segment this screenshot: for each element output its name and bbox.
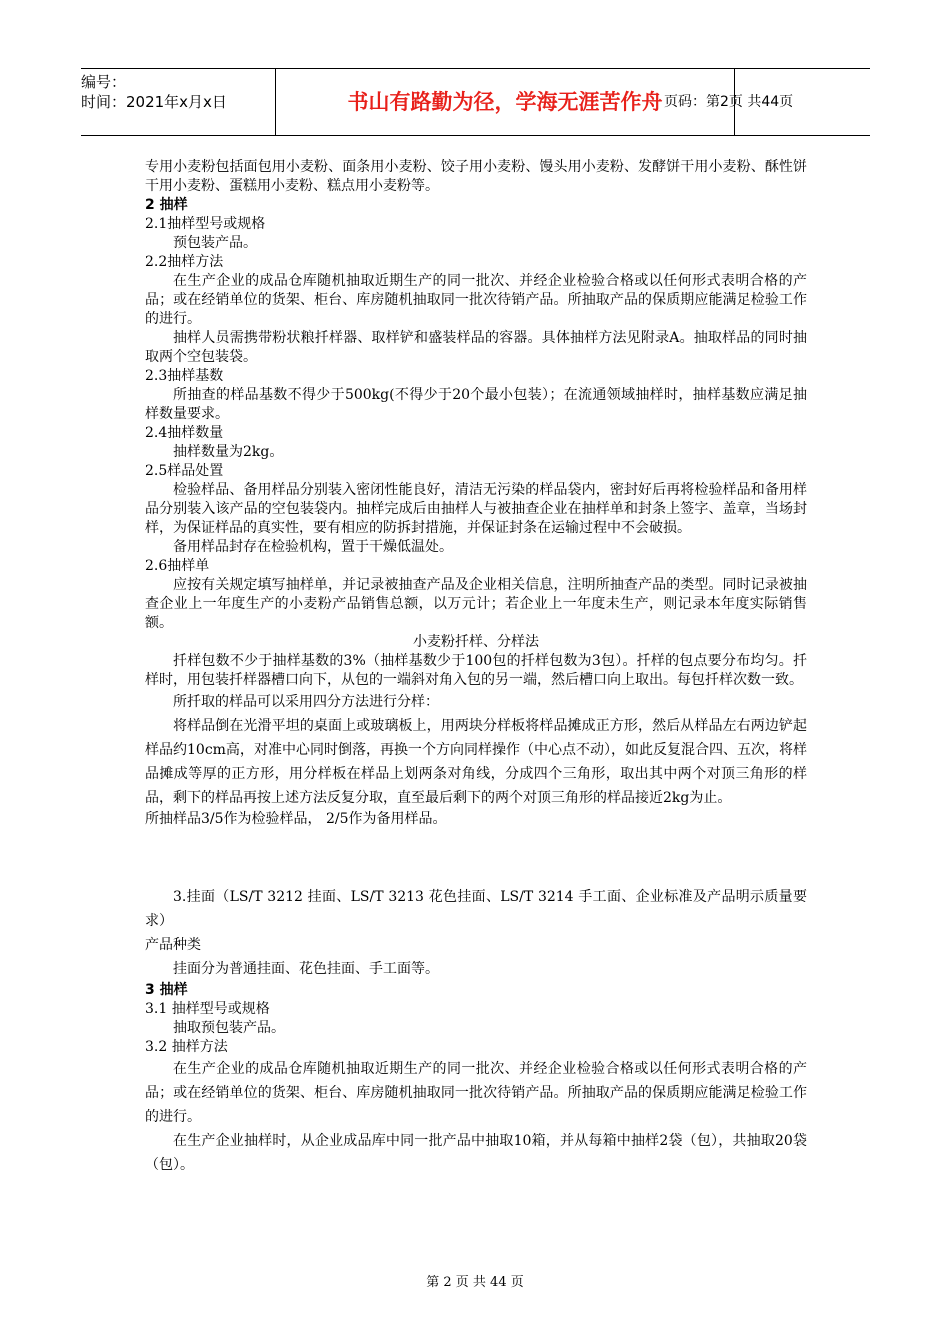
paragraph: 所扦取的样品可以采用四分方法进行分样：	[173, 694, 439, 710]
paragraph: 2.1抽样型号或规格	[145, 216, 266, 232]
paragraph: 2.5样品处置	[145, 463, 224, 479]
paragraph: 抽取预包装产品。	[173, 1020, 285, 1036]
paragraph: 2.4抽样数量	[145, 425, 224, 441]
page-footer: 第 2 页 共 44 页	[426, 1275, 524, 1290]
paragraph: 挂面分为普通挂面、花色挂面、手工面等。	[173, 961, 439, 977]
paragraph: 在生产企业抽样时，从企业成品库中同一批产品中抽取10箱，并从每箱中抽样2袋（包），共抽取20袋（包）。	[145, 1133, 807, 1173]
paragraph: 2.3抽样基数	[145, 368, 224, 384]
paragraph: 抽样人员需携带粉状粮扦样器、取样铲和盛装样品的容器。具体抽样方法见附录A。抽取样品的同时抽取两个空包装袋。	[145, 330, 807, 365]
paragraph: 小麦粉扦样、分样法	[413, 634, 539, 650]
paragraph: 预包装产品。	[173, 235, 257, 251]
section-gap	[145, 843, 807, 871]
header-page-number: 页码：第2页 共44页	[664, 94, 794, 110]
paragraph: 2.2抽样方法	[145, 254, 224, 270]
paragraph: 抽样数量为2kg。	[173, 444, 284, 460]
paragraph: 产品种类	[145, 937, 201, 953]
document-body	[145, 158, 807, 1177]
paragraph: 3.1 抽样型号或规格	[145, 1001, 270, 1017]
paragraph: 备用样品封存在检验机构，置于干燥低温处。	[173, 539, 453, 555]
paragraph: 应按有关规定填写抽样单，并记录被抽查产品及企业相关信息，注明所抽查产品的类型。同时记录被抽查企业上一年度生产的小麦粉产品销售总额，以万元计；若企业上一年度未生产，则记录本年度实际销售额。	[145, 577, 807, 631]
section-heading: 3 抽样	[145, 982, 188, 998]
paragraph: 2.6抽样单	[145, 558, 210, 574]
header-motto: 书山有路勤为径，学海无涯苦作舟	[275, 69, 735, 135]
paragraph: 在生产企业的成品仓库随机抽取近期生产的同一批次、并经企业检验合格或以任何形式表明合格的产品；或在经销单位的货架、柜台、库房随机抽取同一批次待销产品。所抽取产品的保质期应能满足检验工作的进行。	[145, 1061, 807, 1125]
page-header	[81, 68, 870, 136]
paragraph: 将样品倒在光滑平坦的桌面上或玻璃板上，用两块分样板将样品摊成正方形，然后从样品左右两边铲起样品约10cm高，对准中心同时倒落，再换一个方向同样操作（中心点不动），如此反复混合四、五次，将样品摊成等厚的正方形，用分样板在样品上划两条对角线，分成四个三角形，取出其中两个对顶三角形的样品，剩下的样品再按上述方法反复分取，直至最后剩下的两个对顶三角形的样品接近2kg为止。	[145, 718, 807, 806]
document-time: 时间：2021年x月x日	[81, 93, 227, 111]
paragraph: 3.2 抽样方法	[145, 1039, 228, 1055]
paragraph: 所抽样品3/5作为检验样品， 2/5作为备用样品。	[145, 811, 447, 827]
document-number: 编号：	[81, 73, 127, 91]
paragraph: 专用小麦粉包括面包用小麦粉、面条用小麦粉、饺子用小麦粉、馒头用小麦粉、发酵饼干用小麦粉、酥性饼干用小麦粉、蛋糕用小麦粉、糕点用小麦粉等。	[145, 159, 807, 194]
paragraph: 检验样品、备用样品分别装入密闭性能良好，清洁无污染的样品袋内，密封好后再将检验样品和备用样品分别装入该产品的空包装袋内。抽样完成后由抽样人与被抽查企业在抽样单和封条上签字、盖章，当场封样，为保证样品的真实性，要有相应的防拆封措施，并保证封条在运输过程中不会破损。	[145, 482, 807, 536]
paragraph: 所抽查的样品基数不得少于500kg(不得少于20个最小包装）；在流通领域抽样时，抽样基数应满足抽样数量要求。	[145, 387, 807, 422]
header-meta	[81, 69, 269, 138]
paragraph: 3.挂面（LS/T 3212 挂面、LS/T 3213 花色挂面、LS/T 3214 手工面、企业标准及产品明示质量要求）	[145, 889, 807, 929]
section-heading: 2 抽样	[145, 197, 188, 213]
paragraph: 扦样包数不少于抽样基数的3%（抽样基数少于100包的扦样包数为3包）。扦样的包点要分布均匀。扦样时，用包装扦样器槽口向下，从包的一端斜对角入包的另一端，然后槽口向上取出。每包扦样次数一致。	[145, 653, 807, 688]
paragraph: 在生产企业的成品仓库随机抽取近期生产的同一批次、并经企业检验合格或以任何形式表明合格的产品；或在经销单位的货架、柜台、库房随机抽取同一批次待销产品。所抽取产品的保质期应能满足检验工作的进行。	[145, 273, 807, 327]
